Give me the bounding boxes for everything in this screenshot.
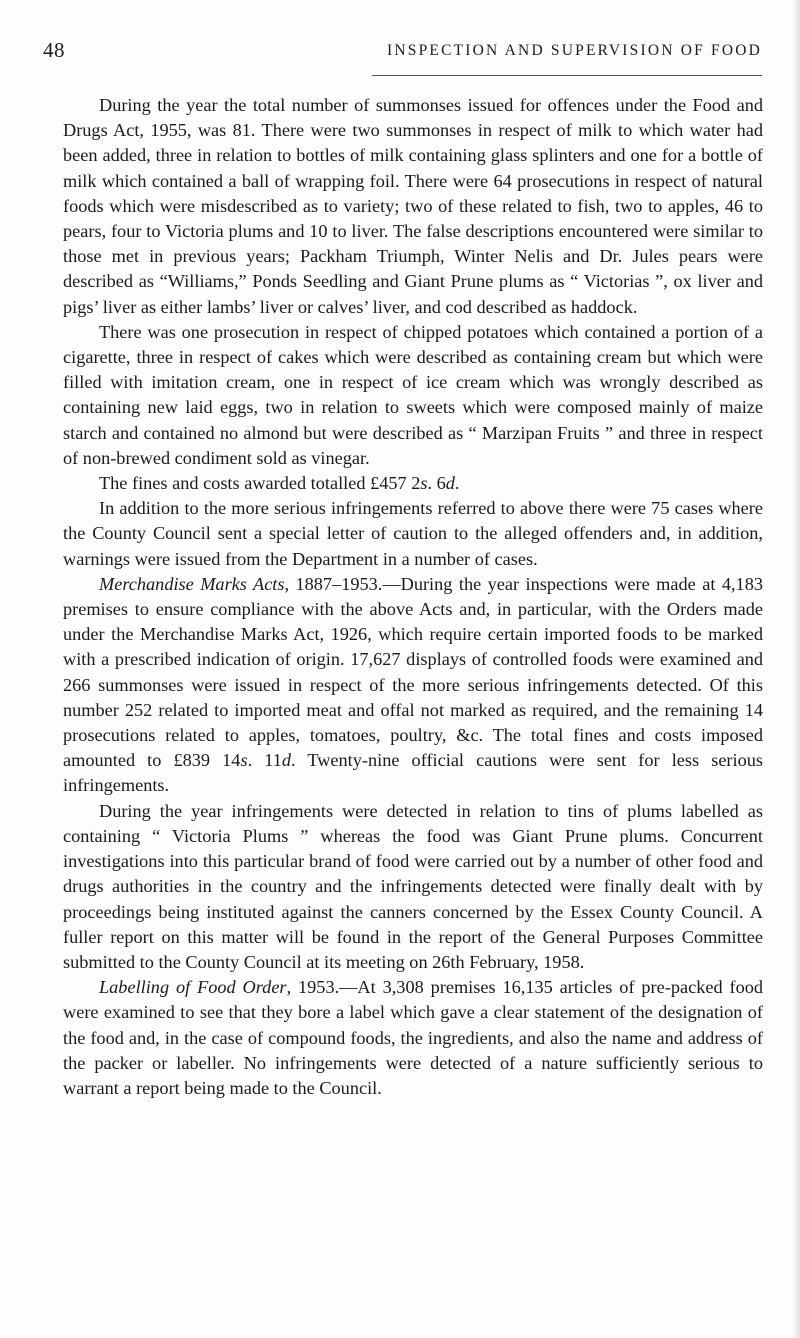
pence-abbrev: d <box>445 473 455 494</box>
merchandise-marks-title: Merchandise Marks Acts <box>99 573 285 594</box>
paragraph-fines-total <box>63 471 763 496</box>
pence-abbrev: d <box>281 750 291 771</box>
paragraph-cautions: In addition to the more serious infringements referred to above there were 75 cases where the County Council sent a special letter of caution to the alleged offenders and, in addition, warnings were issued from the Department in a number of cases. <box>63 498 763 569</box>
paragraph-food-drugs-summonses: During the year the total number of summonses issued for offences under the Food and Drugs Act, 1955, was 81. There were two summonses in respect of milk to which water had been added, three in relation to bottles of milk containing glass splinters and one for a bottle of milk which contained a ball of wrapping foil. There were 64 prosecutions in respect of natural foods which were misdescribed as to variety; two of these related to fish, two to apples, 46 to pears, four to Victoria plums and 10 to liver. The false descriptions encountered were similar to those met in previous years; Packham Triumph, Winter Nelis and Dr. Jules pears were described as “Williams,” Ponds Seedling and Giant Prune plums as “ Victorias ”, ox liver and pigs’ liver as either lambs’ liver or calves’ liver, and cod described as haddock. <box>63 95 763 317</box>
paragraph-victoria-plums: During the year infringements were detected in relation to tins of plums labelled as containing “ Victoria Plums ” whereas the food was Giant Prune plums. Concurrent investigations into this particular brand of food were carried out by a number of other food and drugs authorities in the country and the infringements detected were finally dealt with by proceedings being instituted against the canners concerned by the Essex County Council. A fuller report on this matter will be found in the report of the General Purposes Committee submitted to the County Council at its meeting on 26th February, 1958. <box>63 800 763 972</box>
page-edge-shadow <box>792 0 800 1338</box>
shillings-abbrev: s <box>420 473 428 494</box>
paragraph-labelling-order <box>63 975 763 1101</box>
fines-pence: . 6 <box>427 473 446 494</box>
page-number: 48 <box>43 38 65 62</box>
labelling-order-title: Labelling of Food Order <box>99 977 287 998</box>
merchandise-marks-end: . Twenty-nine official cautions were sent for less serious infringements. <box>63 750 763 796</box>
page-header <box>40 38 762 68</box>
merchandise-fines-pence: . 11 <box>247 750 282 771</box>
shillings-abbrev: s <box>240 750 248 771</box>
running-head: INSPECTION AND SUPERVISION OF FOOD <box>387 42 762 59</box>
header-rule <box>372 75 762 76</box>
fines-text: The fines and costs awarded totalled £457 2 <box>99 473 421 494</box>
paragraph-other-prosecutions: There was one prosecution in respect of chipped potatoes which contained a portion of a cigarette, three in respect of cakes which were described as containing cream but which were filled with imitation cream, one in respect of ice cream which was wrongly described as containing new laid eggs, two in relation to sweets which were composed mainly of maize starch and contained no almond but were described as “ Marzipan Fruits ” and three in respect of non-brewed condiment sold as vinegar. <box>63 321 763 468</box>
fines-end: . <box>454 473 460 494</box>
merchandise-marks-body: , 1887–1953.—During the year inspections were made at 4,183 premises to ensure compliance with the above Acts and, in particular, with the Orders made under the Merchandise Marks Act, 1926, which require certain imported foods to be marked with a prescribed indication of origin. 17,627 displays of controlled foods were examined and 266 summonses were issued in respect of the more serious infringements detected. Of this number 252 related to imported meat and offal not marked as required, and the remaining 14 prosecutions related to apples, tomatoes, poultry, &c. The total fines and costs imposed amounted to £839 14 <box>63 573 763 771</box>
labelling-order-body: , 1953.—At 3,308 premises 16,135 articles of pre-packed food were examined to see that they bore a label which gave a clear statement of the designation of the food and, in the case of compound foods, the ingredients, and also the name and address of the packer or labeller. No infringements were detected of a nature sufficiently serious to warrant a report being made to the Council. <box>63 977 764 1098</box>
body-text <box>63 93 763 1101</box>
paragraph-merchandise-marks <box>63 572 763 799</box>
